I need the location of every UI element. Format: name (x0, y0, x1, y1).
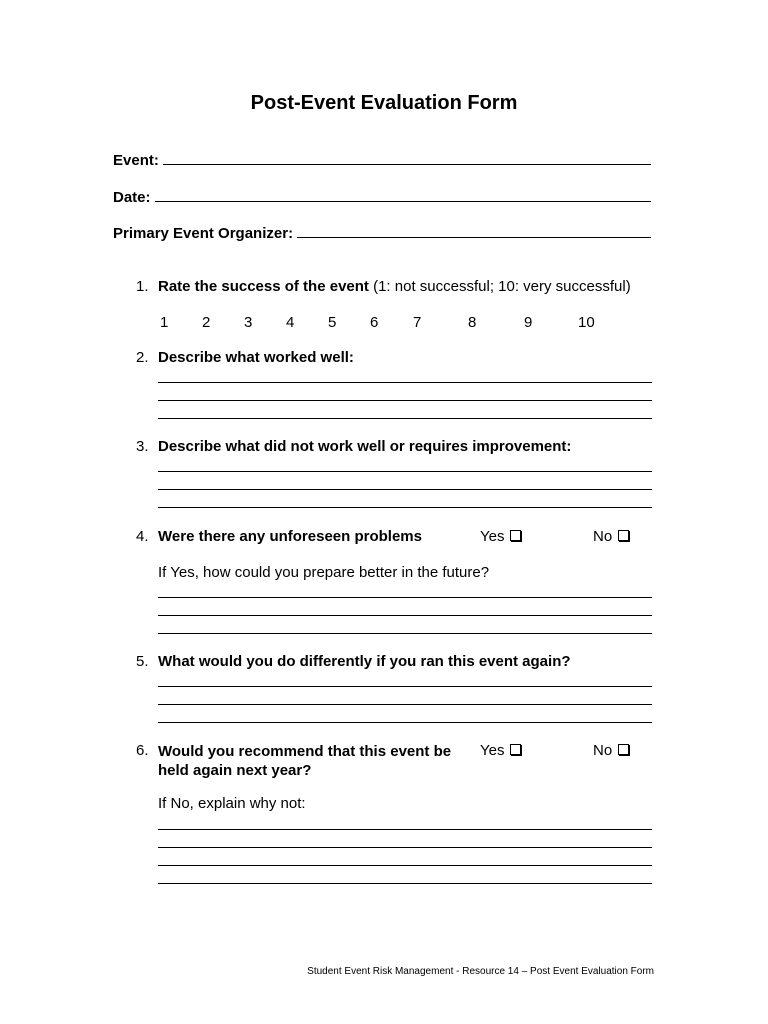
rating-option-4[interactable]: 4 (286, 314, 295, 331)
organizer-label: Primary Event Organizer: (113, 225, 294, 242)
q4-answer-line[interactable] (158, 633, 652, 634)
rating-option-3[interactable]: 3 (244, 314, 253, 331)
q4-yes-option[interactable] (480, 528, 521, 545)
q2-answer-line[interactable] (158, 400, 652, 401)
q6-answer-line[interactable] (158, 829, 652, 830)
q1-text: Rate the success of the event (158, 278, 369, 295)
q3-number: 3. (136, 438, 149, 455)
organizer-field[interactable] (113, 225, 651, 242)
q4-number: 4. (136, 528, 149, 545)
rating-option-7[interactable]: 7 (413, 314, 422, 331)
event-label: Event: (113, 152, 159, 169)
q2-answer-line[interactable] (158, 418, 652, 419)
q4-yes-checkbox[interactable] (510, 530, 521, 541)
q5-answer-line[interactable] (158, 686, 652, 687)
q5-answer-line[interactable] (158, 722, 652, 723)
q6-answer-line[interactable] (158, 865, 652, 866)
q1-number: 1. (136, 278, 149, 295)
q4-text: Were there any unforeseen problems (158, 528, 422, 545)
q4-no-option[interactable] (593, 528, 629, 545)
q6-answer-line[interactable] (158, 847, 652, 848)
q6-followup: If No, explain why not: (158, 795, 306, 812)
event-line (163, 163, 651, 165)
q2-question (158, 349, 354, 366)
date-line (155, 200, 651, 202)
q2-answer-line[interactable] (158, 382, 652, 383)
q3-answer-line[interactable] (158, 507, 652, 508)
q6-number: 6. (136, 742, 149, 759)
page-title: Post-Event Evaluation Form (250, 92, 518, 114)
q6-text-line2: held again next year? (158, 762, 312, 779)
q4-answer-line[interactable] (158, 597, 652, 598)
q6-no-label: No (593, 742, 613, 759)
rating-option-1[interactable]: 1 (160, 314, 169, 331)
q5-number: 5. (136, 653, 149, 670)
q6-question (158, 742, 451, 780)
page-footer: Student Event Risk Management - Resource 14 – Post Event Evaluation Form (307, 966, 654, 977)
q6-yes-label: Yes (480, 742, 505, 759)
q4-no-label: No (593, 528, 613, 545)
organizer-line (297, 236, 651, 238)
q3-answer-line[interactable] (158, 471, 652, 472)
rating-option-6[interactable]: 6 (370, 314, 379, 331)
q2-number: 2. (136, 349, 149, 366)
event-field[interactable] (113, 152, 651, 169)
date-field[interactable] (113, 189, 651, 206)
q5-answer-line[interactable] (158, 704, 652, 705)
rating-option-9[interactable]: 9 (524, 314, 533, 331)
rating-option-5[interactable]: 5 (328, 314, 337, 331)
q6-answer-line[interactable] (158, 883, 652, 884)
q4-question (158, 528, 422, 545)
rating-option-2[interactable]: 2 (202, 314, 211, 331)
q4-no-checkbox[interactable] (618, 530, 629, 541)
q5-question (158, 653, 571, 670)
q2-text: Describe what worked well: (158, 349, 354, 366)
date-label: Date: (113, 189, 151, 206)
q5-text: What would you do differently if you ran this event again? (158, 653, 571, 670)
q4-yes-label: Yes (480, 528, 505, 545)
q3-text: Describe what did not work well or requires improvement: (158, 438, 572, 455)
q6-no-checkbox[interactable] (618, 744, 629, 755)
q6-yes-option[interactable] (480, 742, 521, 759)
q1-note: (1: not successful; 10: very successful) (373, 278, 631, 295)
q1-question (158, 278, 631, 295)
q6-yes-checkbox[interactable] (510, 744, 521, 755)
rating-option-8[interactable]: 8 (468, 314, 477, 331)
q4-followup: If Yes, how could you prepare better in the future? (158, 564, 490, 581)
rating-option-10[interactable]: 10 (578, 314, 595, 331)
q3-question (158, 438, 571, 455)
q3-answer-line[interactable] (158, 489, 652, 490)
q4-answer-line[interactable] (158, 615, 652, 616)
q6-no-option[interactable] (593, 742, 629, 759)
q6-text-line1: Would you recommend that this event be (158, 743, 452, 760)
